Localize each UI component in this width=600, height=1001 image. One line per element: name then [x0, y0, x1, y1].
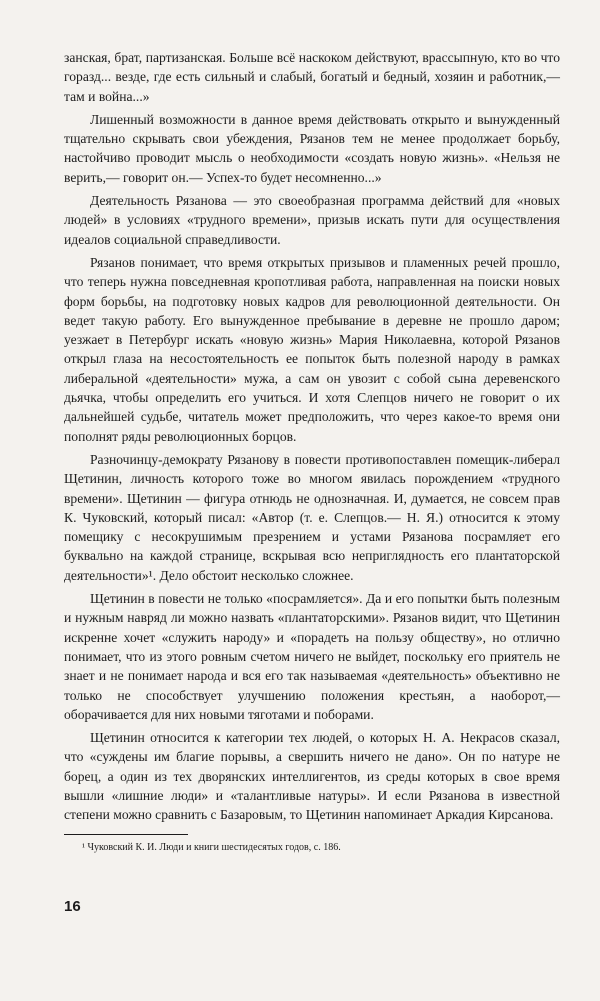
- page-body: [64, 48, 560, 855]
- footnote-divider: [64, 834, 188, 835]
- footnote: ¹ Чуковский К. И. Люди и книги шестидесятых годов, с. 186.: [82, 841, 341, 853]
- paragraph-1: занская, брат, партизанская. Больше всё наскоком действуют, врассыпную, кто во что горазд... везде, где есть сильный и слабый, богатый и бедный, хозяин и работник,— там и война...»: [64, 50, 560, 104]
- paragraph-6: Щетинин в повести не только «посрамляется». Да и его попытки быть полезным и нужным навряд ли можно назвать «плантаторскими». Рязанов видит, что Щетинин искренне хочет «служить народу» и «порадеть на пользу обществу», но отлично понимает, что из этого ровным счетом ничего не выйдет, поскольку его приятель не знает и не понимает народа и вся его так называемая «деятельность» объективно не только не способствует улучшению положения крестьян, а наоборот,— оборачивается для них новыми тяготами и поборами.: [64, 591, 560, 722]
- paragraph-7: Щетинин относится к категории тех людей, о которых Н. А. Некрасов сказал, что «суждены им благие порывы, а свершить ничего не дано». Он по натуре не борец, а один из тех дворянских интеллигентов, из среды которых в свое время вышли «лишние люди» и «талантливые натуры». И если Рязанова в известной степени можно сравнить с Базаровым, то Щетинин напоминает Аркадия Кирсанова.: [64, 730, 560, 823]
- paragraph-5: Разночинцу-демократу Рязанову в повести противопоставлен помещик-либерал Щетинин, личность которого тоже во многом явилась порождением «трудного времени». Щетинин — фигура отнюдь не однозначная. И, думается, не совсем прав К. Чуковский, который писал: «Автор (т. е. Слепцов.— Н. Я.) относится к этому помещику с несокрушимым презрением и устами Рязанова посрамляет его буквально на каждой странице, вскрывая всю неприглядность его плантаторской деятельности»¹. Дело обстоит несколько сложнее.: [64, 451, 560, 583]
- paragraph-3: Деятельность Рязанова — это своеобразная программа действий для «новых людей» в условиях «трудного времени», призыв искать пути для осуществления идеалов социальной справедливости.: [64, 193, 560, 247]
- paragraph-2: Лишенный возможности в данное время действовать открыто и вынужденный тщательно скрывать свои убеждения, Рязанов тем не менее продолжает борьбу, настойчиво проводит мысль о необходимости «создать новую жизнь». «Нельзя не верить,— говорит он.— Успех-то будет несомненно...»: [64, 111, 560, 185]
- page-number: 16: [64, 898, 81, 915]
- paragraph-4: Рязанов понимает, что время открытых призывов и пламенных речей прошло, что теперь нужна повседневная кропотливая работа, направленная на поиски новых форм борьбы, на подготовку новых кадров для революционной деятельности. Он ведет такую работу. Его вынужденное пребывание в деревне не прошло даром; уезжает в Петербург искать «новую жизнь» Мария Николаевна, которой Рязанов открыл глаза на несостоятельность ее попыток быть полезной народу в рамках либеральной «деятельности» мужа, а сам он увозит с собой сына деревенского дьячка, чтобы определить его учиться. И хотя Слепцов ничего не говорит о их дальнейшей судьбе, читатель может предположить, что через какое-то время они пополнят ряды революционных борцов.: [64, 254, 560, 444]
